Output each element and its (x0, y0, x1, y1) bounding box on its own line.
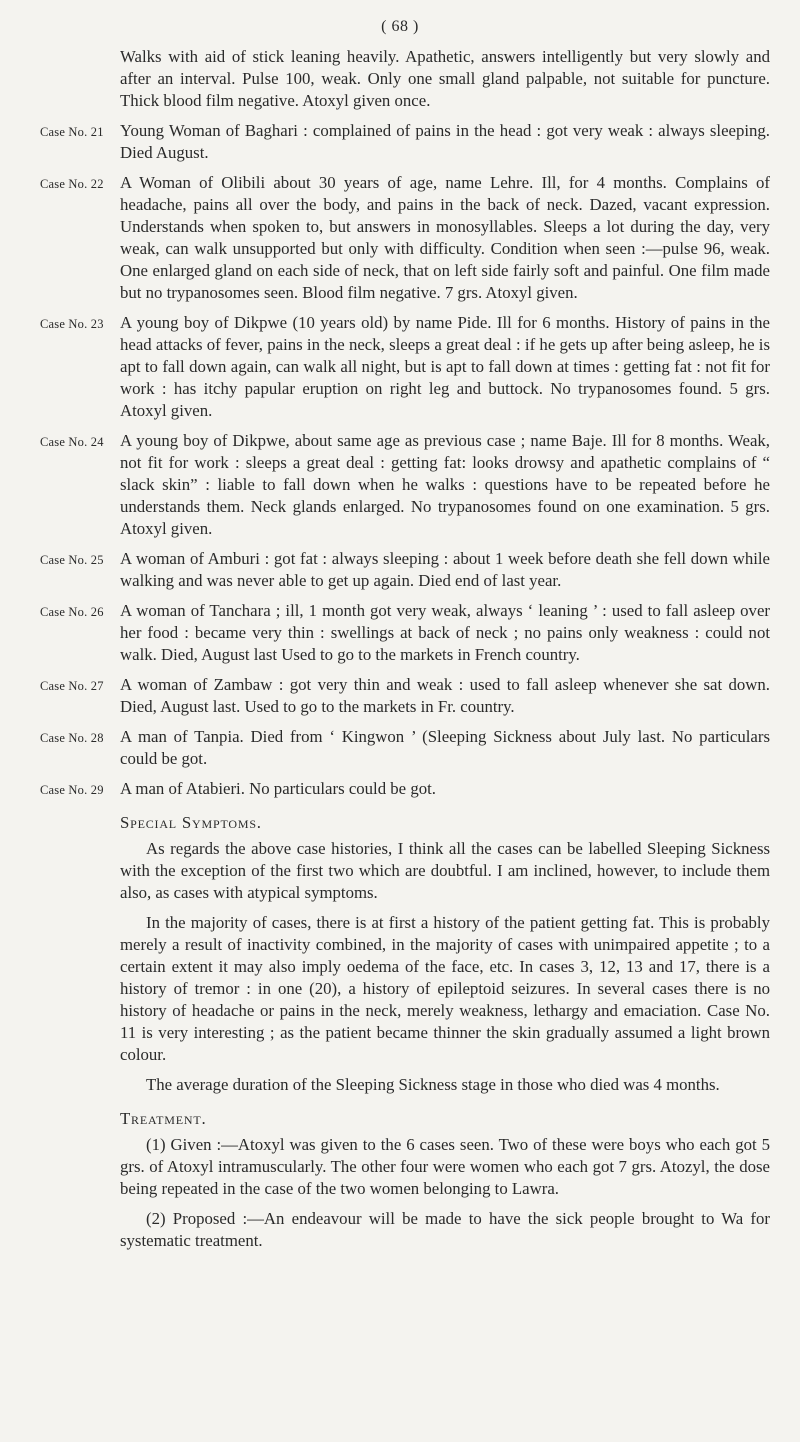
case-label: Case No. 23 (40, 317, 104, 331)
case-label: Case No. 27 (40, 679, 104, 693)
case-text: A Woman of Olibili about 30 years of age, name Lehre. Ill, for 4 months. Complains of headache, pains all over the body, and pains in the back of neck. Dazed, vacant expression. Understands when spoken to, but answers in monosyllables. Sleeps a lot during the day, very weak, can walk unsupported but only with difficulty. Condition when seen :—pulse 96, weak. One enlarged gland on each side of neck, that on left side fairly soft and painful. One film made but no trypanosomes seen. Blood film negative. 7 grs. Atoxyl given. (120, 173, 770, 302)
case-label: Case No. 28 (40, 731, 104, 745)
page-number: ( 68 ) (381, 18, 419, 35)
case-entry-23 (40, 312, 770, 422)
case-label: Case No. 29 (40, 783, 104, 797)
case-text: A woman of Amburi : got fat : always sleeping : about 1 week before death she fell down while walking and was never able to get up again. Died end of last year. (120, 549, 770, 590)
case-entry-27 (40, 674, 770, 718)
symptoms-paragraph: As regards the above case histories, I think all the cases can be labelled Sleeping Sickness with the exception of the first two which are doubtful. I am inclined, however, to include them also, as cases with atypical symptoms. (120, 839, 770, 902)
page-body (40, 46, 770, 1260)
case-label: Case No. 21 (40, 125, 104, 139)
case-label: Case No. 26 (40, 605, 104, 619)
case-text: A young boy of Dikpwe (10 years old) by name Pide. Ill for 6 months. History of pains in the head attacks of fever, pains in the neck, sleeps a great deal : if he gets up after being asleep, he is apt to fall down again, can walk all night, but is apt to fall down at times : getting fat : not fit for work : has itchy papular eruption on right leg and buttock. No trypanosomes found. 5 grs. Atoxyl given. (120, 313, 770, 420)
treatment-paragraph: (2) Proposed :—An endeavour will be made to have the sick people brought to Wa for systematic treatment. (120, 1209, 770, 1250)
intro-paragraph: Walks with aid of stick leaning heavily. Apathetic, answers intelligently but very slowly and after an interval. Pulse 100, weak. Only one small gland palpable, not suitable for puncture. Thick blood film negative. Atoxyl given once. (120, 47, 770, 110)
case-text: Young Woman of Baghari : complained of pains in the head : got very weak : always sleeping. Died August. (120, 121, 770, 162)
case-entry-26 (40, 600, 770, 666)
case-label: Case No. 22 (40, 177, 104, 191)
case-entry-22 (40, 172, 770, 304)
case-entry-29 (40, 778, 770, 800)
case-text: A young boy of Dikpwe, about same age as previous case ; name Baje. Ill for 8 months. Weak, not fit for work : sleeps a great deal : getting fat: looks drowsy and apathetic complains of “ slack skin” : liable to fall down when he walks : questions have to be repeated before he understands them. Neck glands enlarged. No trypanosomes found on one examination. 5 grs. Atoxyl given. (120, 431, 770, 538)
case-text: A woman of Zambaw : got very thin and weak : used to fall asleep whenever she sat down. Died, August last. Used to go to the markets in Fr. country. (120, 675, 770, 716)
case-entry-25 (40, 548, 770, 592)
case-label: Case No. 25 (40, 553, 104, 567)
special-symptoms-heading: Special Symptoms. (120, 813, 262, 832)
treatment-paragraph: (1) Given :—Atoxyl was given to the 6 cases seen. Two of these were boys who each got 5 grs. of Atoxyl intramuscularly. The other four were women who each got 7 grs. Atozyl, the dose being repeated in the case of the two women belonging to Lawra. (120, 1135, 770, 1198)
case-text: A woman of Tanchara ; ill, 1 month got very weak, always ‘ leaning ’ : used to fall asleep over her food : became very thin : swellings at back of neck ; no pains only weakness : could not walk. Died, August last Used to go to the markets in French country. (120, 601, 770, 664)
treatment-heading: Treatment. (120, 1109, 207, 1128)
case-entry-28 (40, 726, 770, 770)
case-entry-24 (40, 430, 770, 540)
case-text: A man of Atabieri. No particulars could be got. (120, 779, 436, 798)
case-text: A man of Tanpia. Died from ‘ Kingwon ’ (Sleeping Sickness about July last. No particulars could be got. (120, 727, 770, 768)
case-label: Case No. 24 (40, 435, 104, 449)
symptoms-paragraph: In the majority of cases, there is at first a history of the patient getting fat. This is probably merely a result of inactivity combined, in the majority of cases with unimpaired appetite ; to a certain extent it may also imply oedema of the face, etc. In cases 3, 12, 13 and 17, there is a history of tremor : in one (20), a history of epileptoid seizures. In several cases there is no history of headache or pains in the neck, merely weakness, lethargy and emaciation. Case No. 11 is very interesting ; as the patient became thinner the skin gradually assumed a light brown colour. (120, 913, 770, 1064)
case-entry-21 (40, 120, 770, 164)
symptoms-paragraph: The average duration of the Sleeping Sickness stage in those who died was 4 months. (146, 1075, 720, 1094)
